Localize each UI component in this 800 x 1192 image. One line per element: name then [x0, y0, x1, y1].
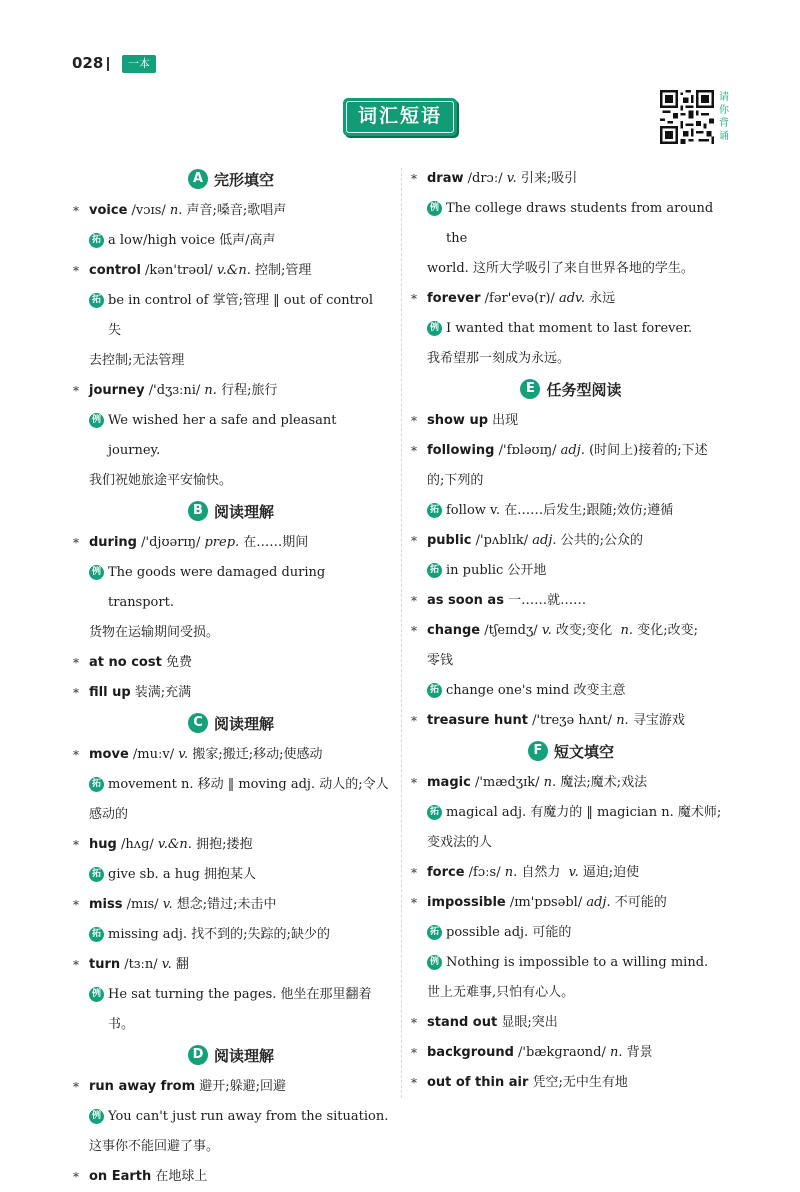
page-title — [343, 98, 457, 136]
part-of-speech: prep. — [204, 535, 240, 550]
phonetic: /'fɒləʊɪŋ/ — [498, 443, 557, 458]
vocab-entry-forever — [410, 284, 732, 314]
section-d-heading — [72, 1040, 390, 1070]
meaning: 引来;吸引 — [520, 171, 578, 186]
star-icon: * — [411, 292, 417, 306]
entry-word: force — [427, 865, 465, 880]
vocab-entry-force — [410, 858, 732, 888]
extension-line — [72, 920, 390, 950]
entry-word: turn — [89, 957, 121, 972]
section-letter-icon: D — [188, 1045, 208, 1065]
extend-tag-icon: 拓 — [427, 925, 442, 940]
star-icon: * — [73, 264, 79, 278]
extend-tag-icon: 拓 — [89, 777, 104, 792]
meaning: 翻 — [175, 957, 189, 972]
meaning: 行程;旅行 — [221, 383, 278, 398]
meaning: 凭空;无中生有地 — [532, 1075, 628, 1090]
entry-word: as soon as — [427, 593, 504, 608]
vocab-entry-at-no-cost — [72, 648, 390, 678]
page-title-text: 词汇短语 — [346, 101, 454, 133]
meaning: 一……就…… — [508, 593, 587, 608]
meaning: 改变;变化 — [555, 623, 613, 638]
entry-word: on Earth — [89, 1169, 152, 1184]
entry-word: treasure hunt — [427, 713, 528, 728]
part-of-speech: n. — [169, 203, 183, 218]
extend-tag-icon: 拓 — [89, 867, 104, 882]
phonetic: /mɪs/ — [126, 897, 159, 912]
vocab-entry-following — [410, 436, 732, 466]
extend-tag-icon: 拓 — [89, 927, 104, 942]
example-tag-icon: 例 — [89, 565, 104, 580]
extension-line — [410, 496, 732, 526]
phonetic: /'treʒə hʌnt/ — [532, 713, 613, 728]
vocab-entry-as-soon-as — [410, 586, 732, 616]
example-line — [410, 194, 732, 254]
star-icon: * — [411, 896, 417, 910]
section-letter-icon: B — [188, 501, 208, 521]
section-e-heading — [410, 374, 732, 404]
qr-label: 请你背诵 — [719, 92, 729, 142]
vocab-entry-run-away-from — [72, 1072, 390, 1102]
example-tag-icon: 例 — [427, 201, 442, 216]
part-of-speech: adv. — [558, 291, 585, 306]
extension-text: in public 公开地 — [446, 563, 547, 578]
example-text: We wished her a safe and pleasant journey. — [108, 413, 337, 458]
vocab-entry-public — [410, 526, 732, 556]
vocab-entry-stand-out — [410, 1008, 732, 1038]
example-continuation: world. 这所大学吸引了来自世界各地的学生。 — [427, 261, 694, 276]
section-b-heading — [72, 496, 390, 526]
entry-word: journey — [89, 383, 145, 398]
entry-word: public — [427, 533, 472, 548]
phonetic: /fər'evə(r)/ — [484, 291, 555, 306]
left-column — [72, 164, 390, 1192]
phonetic: /'djʊərɪŋ/ — [141, 535, 201, 550]
extension-text: movement n. 移动 ‖ moving adj. 动人的;令人 — [108, 777, 389, 792]
star-icon: * — [411, 1046, 417, 1060]
example-translation: 我希望那一刻成为永远。 — [427, 351, 571, 366]
section-title: 任务型阅读 — [546, 380, 622, 399]
part-of-speech: v.&n. — [216, 263, 251, 278]
section-title: 阅读理解 — [213, 502, 274, 521]
star-icon: * — [73, 1170, 79, 1184]
meaning-continuation: 零钱 — [427, 653, 454, 668]
entry-word: change — [427, 623, 481, 638]
star-icon: * — [411, 1016, 417, 1030]
star-icon: * — [411, 776, 417, 790]
phonetic: /vɔɪs/ — [131, 203, 166, 218]
meaning: (时间上)接着的;下述 — [589, 443, 708, 458]
extension-text: follow v. 在……后发生;跟随;效仿;遵循 — [446, 503, 674, 518]
entry-word: hug — [89, 837, 117, 852]
extension-text: magical adj. 有魔力的 ‖ magician n. 魔术师; — [446, 805, 722, 820]
star-icon: * — [411, 534, 417, 548]
extension-continuation: 感动的 — [89, 807, 129, 822]
vocab-entry-hug — [72, 830, 390, 860]
star-icon: * — [73, 384, 79, 398]
example-line — [72, 558, 390, 618]
example-tag-icon: 例 — [89, 413, 104, 428]
meaning: 不可能的 — [614, 895, 667, 910]
entry-word: out of thin air — [427, 1075, 529, 1090]
vocab-entry-out-of-thin-air — [410, 1068, 732, 1098]
extend-tag-icon: 拓 — [427, 805, 442, 820]
part-of-speech: v. — [541, 623, 552, 638]
vocab-entry-draw — [410, 164, 732, 194]
extend-tag-icon: 拓 — [427, 503, 442, 518]
meaning: 拥抱;搂抱 — [196, 837, 253, 852]
phonetic: /muːv/ — [132, 747, 175, 762]
meaning: 魔法;魔术;戏法 — [560, 775, 648, 790]
entry-word: during — [89, 535, 137, 550]
vocab-entry-on-earth — [72, 1162, 390, 1192]
meaning: 在地球上 — [155, 1169, 208, 1184]
star-icon: * — [411, 414, 417, 428]
extension-line — [410, 798, 732, 828]
column-divider — [401, 168, 402, 1098]
vocab-entry-show-up — [410, 406, 732, 436]
section-letter-icon: F — [528, 741, 548, 761]
meaning: 公共的;公众的 — [560, 533, 644, 548]
vocab-entry-control — [72, 256, 390, 286]
star-icon: * — [73, 204, 79, 218]
extension-text: a low/high voice 低声/高声 — [108, 233, 276, 248]
vocab-entry-impossible — [410, 888, 732, 918]
meaning: 背景 — [626, 1045, 653, 1060]
meaning: 免费 — [165, 655, 192, 670]
part-of-speech: adj. — [586, 895, 611, 910]
meaning: 在……期间 — [243, 535, 309, 550]
vocab-entry-turn — [72, 950, 390, 980]
example-line — [72, 1102, 390, 1132]
entry-word: move — [89, 747, 129, 762]
phonetic: /ɪm'pɒsəbl/ — [509, 895, 583, 910]
extension-text: give sb. a hug 拥抱某人 — [108, 867, 256, 882]
meaning: 控制;管理 — [254, 263, 312, 278]
phonetic: /'mædʒɪk/ — [474, 775, 540, 790]
part-of-speech: n. — [504, 865, 518, 880]
example-text: The college draws students from around the — [446, 201, 714, 246]
star-icon: * — [73, 536, 79, 550]
example-tag-icon: 例 — [427, 321, 442, 336]
meaning: 变化;改变; — [637, 623, 698, 638]
extension-line — [410, 676, 732, 706]
star-icon: * — [411, 624, 417, 638]
entry-word: voice — [89, 203, 128, 218]
extension-line — [72, 770, 390, 800]
star-icon: * — [73, 748, 79, 762]
example-translation: 我们祝她旅途平安愉快。 — [89, 473, 233, 488]
meaning: 显眼;突出 — [501, 1015, 558, 1030]
section-c-heading — [72, 708, 390, 738]
extension-text: be in control of 掌管;管理 ‖ out of control 失 — [108, 293, 373, 338]
part-of-speech: v. — [568, 865, 579, 880]
example-line — [72, 980, 390, 1040]
section-title: 短文填空 — [553, 742, 614, 761]
part-of-speech: n. — [620, 623, 634, 638]
section-a-heading — [72, 164, 390, 194]
vocab-entry-treasure-hunt — [410, 706, 732, 736]
star-icon: * — [73, 686, 79, 700]
section-title: 阅读理解 — [213, 714, 274, 733]
entry-word: magic — [427, 775, 471, 790]
part-of-speech: adj. — [560, 443, 585, 458]
extension-line — [72, 860, 390, 890]
phonetic: /'dʒɜːni/ — [148, 383, 201, 398]
star-icon: * — [73, 656, 79, 670]
example-text: Nothing is impossible to a willing mind. — [446, 955, 709, 970]
example-line — [410, 314, 732, 344]
star-icon: * — [411, 866, 417, 880]
extension-text: missing adj. 找不到的;失踪的;缺少的 — [108, 927, 330, 942]
entry-word: stand out — [427, 1015, 498, 1030]
meaning: 逼迫;迫使 — [582, 865, 640, 880]
meaning: 装满;充满 — [134, 685, 192, 700]
part-of-speech: v. — [161, 957, 172, 972]
part-of-speech: n. — [609, 1045, 623, 1060]
section-f-heading — [410, 736, 732, 766]
vocab-entry-change — [410, 616, 732, 646]
extend-tag-icon: 拓 — [89, 233, 104, 248]
meaning: 声音;嗓音;歌唱声 — [186, 203, 287, 218]
vocab-entry-miss — [72, 890, 390, 920]
page-number: 028 — [72, 54, 104, 72]
extension-line — [72, 286, 390, 346]
extend-tag-icon: 拓 — [427, 563, 442, 578]
entry-word: control — [89, 263, 141, 278]
vocab-entry-voice — [72, 196, 390, 226]
section-letter-icon: C — [188, 713, 208, 733]
right-column — [410, 164, 732, 1098]
example-text: The goods were damaged during transport. — [108, 565, 326, 610]
meaning: 永远 — [589, 291, 616, 306]
extend-tag-icon: 拓 — [427, 683, 442, 698]
extension-continuation: 去控制;无法管理 — [89, 353, 185, 368]
example-text: You can't just run away from the situation. — [108, 1109, 389, 1124]
phonetic: /fɔːs/ — [468, 865, 501, 880]
example-tag-icon: 例 — [89, 987, 104, 1002]
extension-text: possible adj. 可能的 — [446, 925, 572, 940]
entry-word: run away from — [89, 1079, 196, 1094]
part-of-speech: v. — [506, 171, 517, 186]
example-translation: 世上无难事,只怕有心人。 — [427, 985, 575, 1000]
example-line — [72, 406, 390, 466]
page-number-divider — [107, 57, 109, 71]
star-icon: * — [73, 1080, 79, 1094]
part-of-speech: n. — [616, 713, 629, 728]
entry-word: following — [427, 443, 495, 458]
entry-word: at no cost — [89, 655, 162, 670]
extension-line — [72, 226, 390, 256]
extend-tag-icon: 拓 — [89, 293, 104, 308]
star-icon: * — [411, 714, 417, 728]
phonetic: /'bækɡraʊnd/ — [518, 1045, 606, 1060]
book-tag: 一本 — [122, 55, 156, 73]
part-of-speech: v. — [178, 747, 189, 762]
entry-word: miss — [89, 897, 123, 912]
meaning: 搬家;搬迁;移动;使感动 — [192, 747, 323, 762]
part-of-speech: v.&n. — [157, 837, 192, 852]
example-tag-icon: 例 — [427, 955, 442, 970]
meaning: 寻宝游戏 — [632, 713, 685, 728]
phonetic: /tʃeɪndʒ/ — [484, 623, 538, 638]
entry-word: impossible — [427, 895, 506, 910]
example-tag-icon: 例 — [89, 1109, 104, 1124]
example-text: I wanted that moment to last forever. — [446, 321, 693, 336]
part-of-speech: n. — [204, 383, 217, 398]
qr-code-icon[interactable] — [660, 90, 714, 144]
section-letter-icon: E — [520, 379, 540, 399]
entry-word: background — [427, 1045, 514, 1060]
extension-continuation: 变戏法的人 — [427, 835, 493, 850]
star-icon: * — [411, 444, 417, 458]
extension-line — [410, 556, 732, 586]
meaning: 出现 — [492, 413, 519, 428]
phonetic: /tɜːn/ — [124, 957, 158, 972]
phonetic: /kən'trəʊl/ — [145, 263, 213, 278]
entry-word: show up — [427, 413, 489, 428]
part-of-speech: v. — [162, 897, 173, 912]
part-of-speech: adj. — [532, 533, 557, 548]
vocab-entry-move — [72, 740, 390, 770]
example-translation: 货物在运输期间受损。 — [89, 625, 220, 640]
star-icon: * — [411, 1076, 417, 1090]
vocab-entry-during — [72, 528, 390, 558]
meaning: 避开;躲避;回避 — [199, 1079, 287, 1094]
extension-line — [410, 918, 732, 948]
star-icon: * — [73, 958, 79, 972]
example-text: He sat turning the pages. 他坐在那里翻着书。 — [108, 987, 372, 1032]
example-line — [410, 948, 732, 978]
meaning-continuation: 的;下列的 — [427, 473, 484, 488]
part-of-speech: n. — [543, 775, 557, 790]
entry-word: fill up — [89, 685, 131, 700]
vocab-entry-magic — [410, 768, 732, 798]
vocab-entry-fill-up — [72, 678, 390, 708]
section-letter-icon: A — [188, 169, 208, 189]
star-icon: * — [73, 838, 79, 852]
extension-text: change one's mind 改变主意 — [446, 683, 626, 698]
entry-word: forever — [427, 291, 481, 306]
meaning: 想念;错过;未击中 — [176, 897, 277, 912]
section-title: 完形填空 — [213, 170, 274, 189]
example-translation: 这事你不能回避了事。 — [89, 1139, 220, 1154]
phonetic: /'pʌblɪk/ — [475, 533, 529, 548]
phonetic: /hʌɡ/ — [120, 837, 154, 852]
star-icon: * — [411, 172, 417, 186]
entry-word: draw — [427, 171, 464, 186]
meaning: 自然力 — [521, 865, 561, 880]
star-icon: * — [411, 594, 417, 608]
star-icon: * — [73, 898, 79, 912]
vocab-entry-journey — [72, 376, 390, 406]
section-title: 阅读理解 — [213, 1046, 274, 1065]
vocab-entry-background — [410, 1038, 732, 1068]
phonetic: /drɔː/ — [467, 171, 503, 186]
